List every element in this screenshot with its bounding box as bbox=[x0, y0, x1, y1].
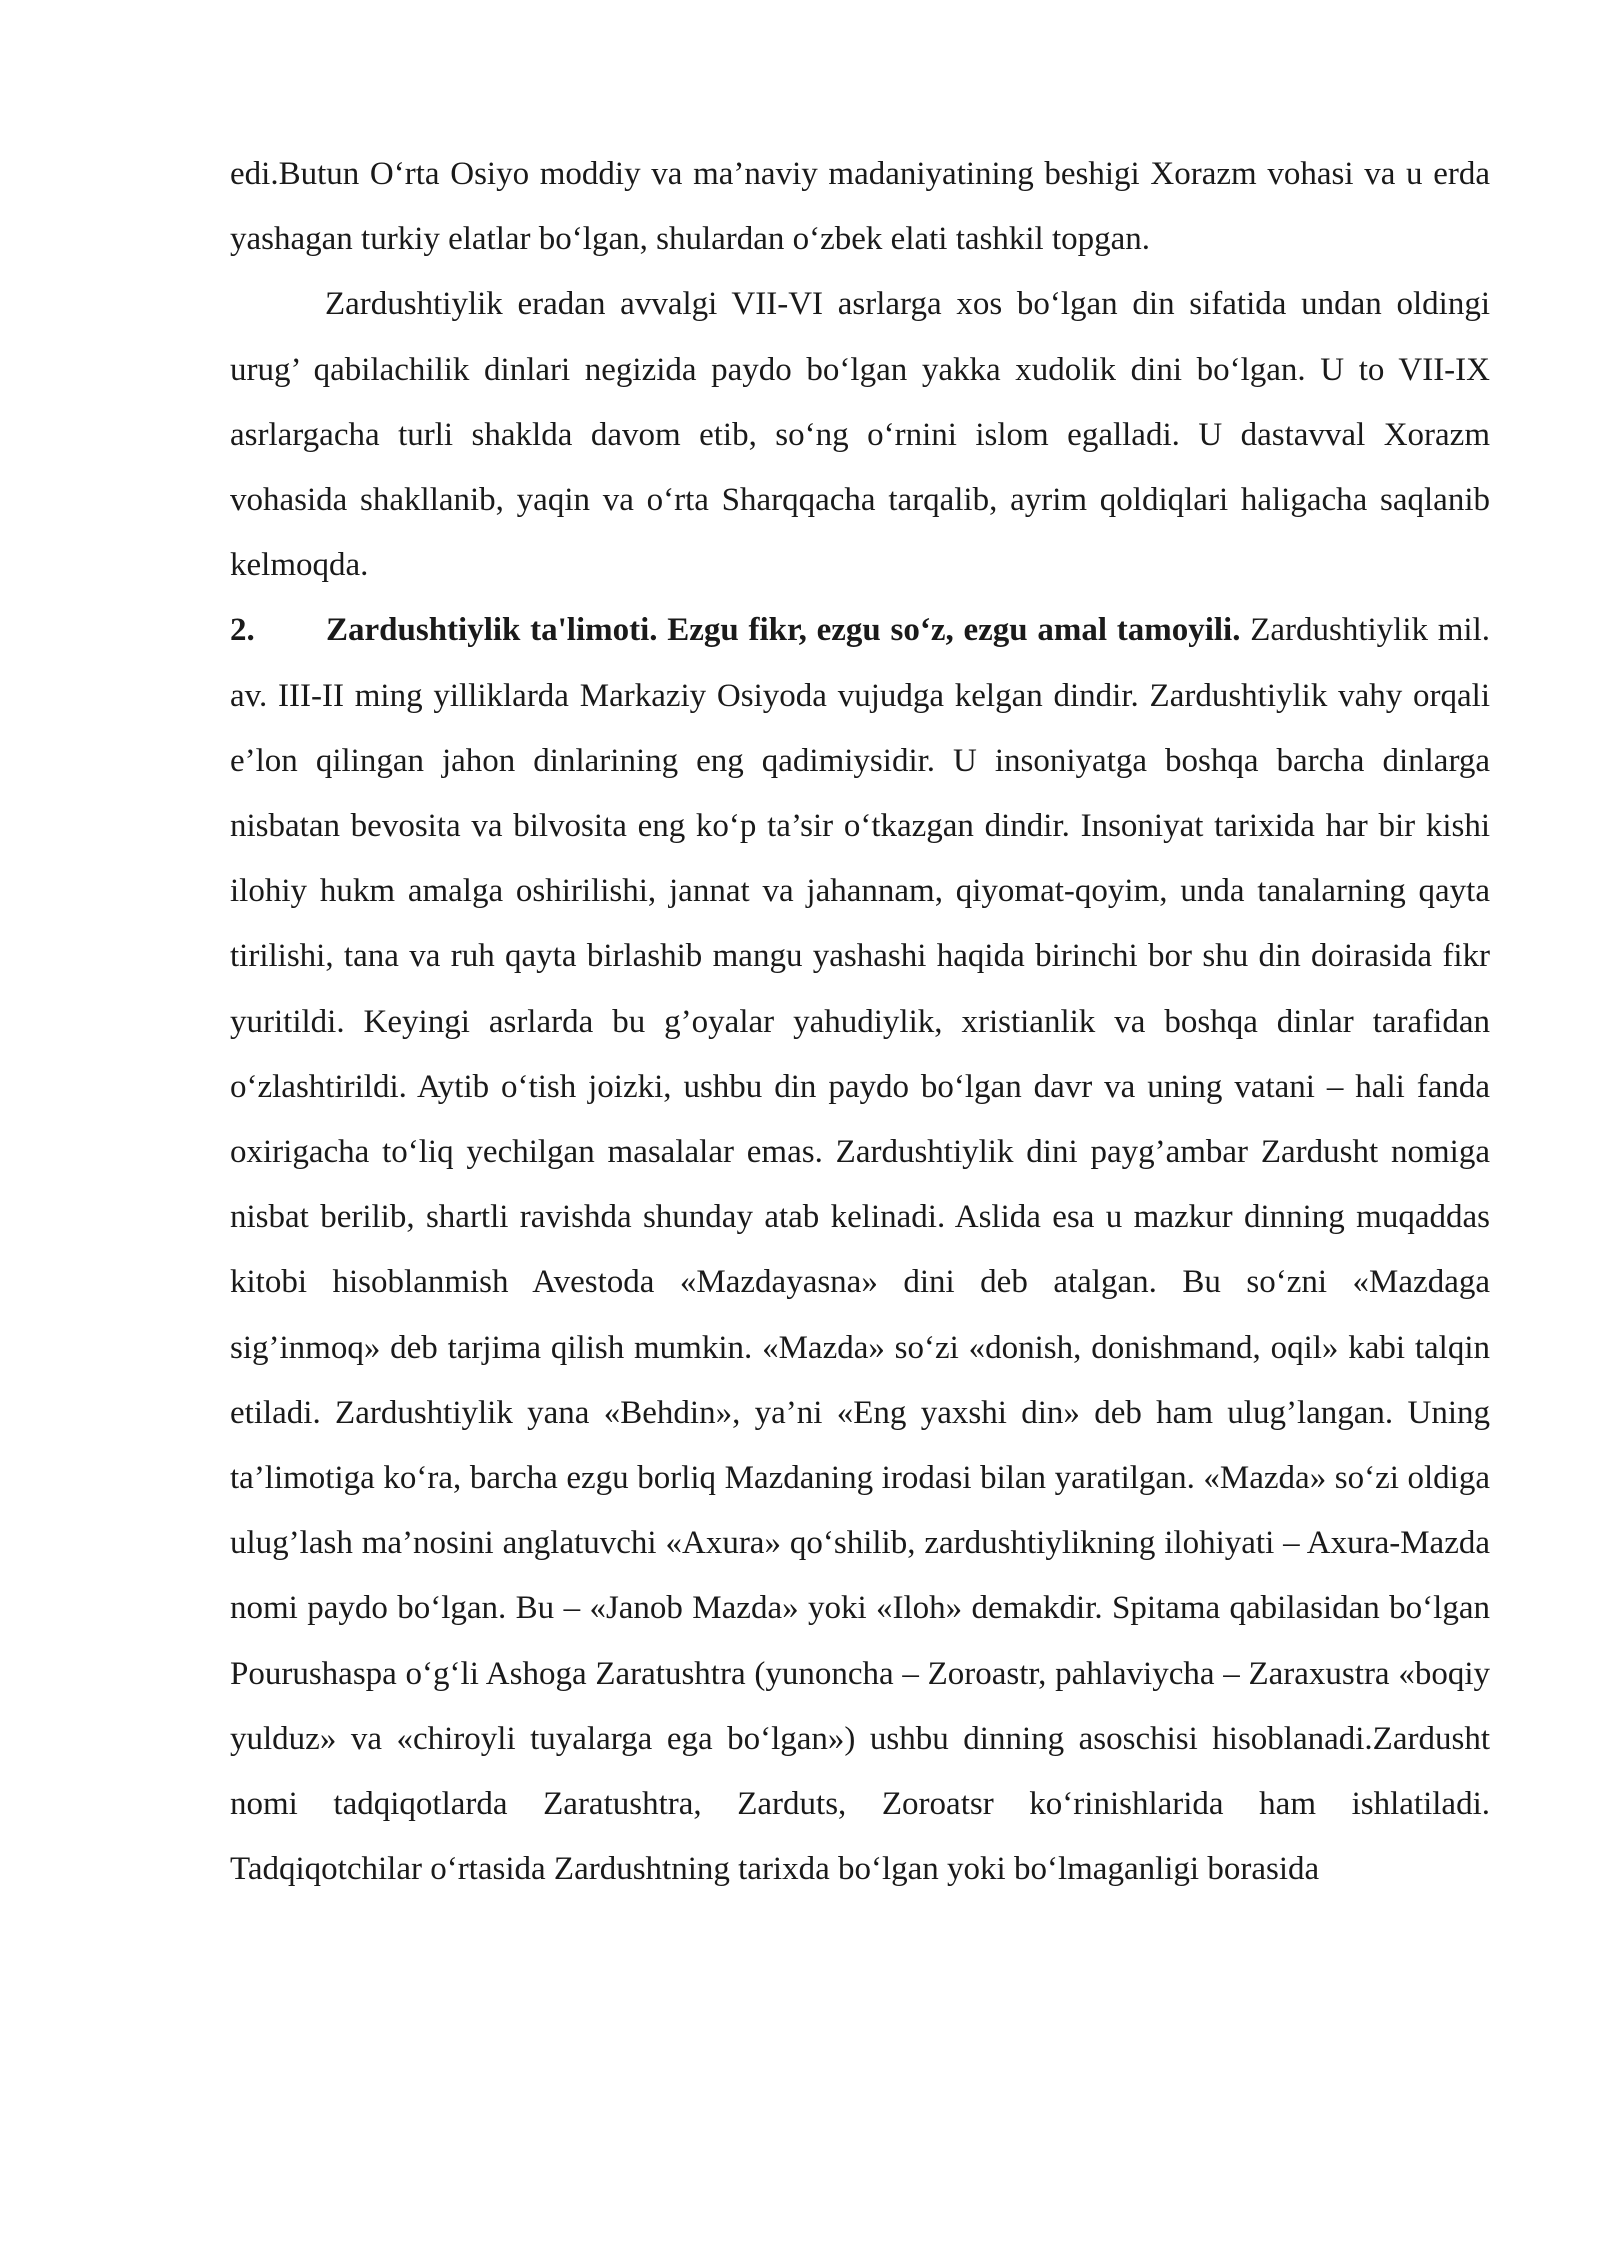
section-2-paragraph bbox=[230, 598, 1490, 1902]
document-body bbox=[230, 142, 1490, 1902]
paragraph-continuation: edi.Butun O‘rta Osiyo moddiy va ma’naviy madaniyatining beshigi Xorazm vohasi va u erda yashagan turkiy elatlar bo‘lgan, shulardan o‘zbek elati tashkil topgan. bbox=[230, 156, 1490, 258]
section-title: Zardushtiylik ta'limoti. Ezgu fikr, ezgu so‘z, ezgu amal tamoyili. bbox=[326, 612, 1241, 649]
paragraph-zoroastrianism-origins: Zardushtiylik eradan avvalgi VII-VI asrlarga xos bo‘lgan din sifatida undan oldingi urug’ qabilachilik dinlari negizida paydo bo‘lgan yakka xudolik dini bo‘lgan. U to VII-IX asrlargacha turli shaklda davom etib, so‘ng o‘rnini islom egalladi. U dastavval Xorazm vohasida shakllanib, yaqin va o‘rta Sharqqacha tarqalib, ayrim qoldiqlari haligacha saqlanib kelmoqda. bbox=[230, 286, 1490, 584]
section-body: Zardushtiylik mil. av. III-II ming yilliklarda Markaziy Osiyoda vujudga kelgan dindir. Zardushtiylik vahy orqali e’lon qilingan jahon dinlarining eng qadimiysidir. U insoniyatga boshqa barcha dinlarga nisbatan bevosita va bilvosita eng ko‘p ta’sir o‘tkazgan dindir. Insoniyat tarixida har bir kishi ilohiy hukm amalga oshirilishi, jannat va jahannam, qiyomat-qoyim, unda tanalarning qayta tirilishi, tana va ruh qayta birlashib mangu yashashi haqida birinchi bor shu din doirasida fikr yuritildi. Keyingi asrlarda bu g’oyalar yahudiylik, xristianlik va boshqa dinlar tarafidan o‘zlashtirildi. Aytib o‘tish joizki, ushbu din paydo bo‘lgan davr va uning vatani – hali fanda oxirigacha to‘liq yechilgan masalalar emas. Zardushtiylik dini payg’ambar Zardusht nomiga nisbat berilib, shartli ravishda shunday atab kelinadi. Aslida esa u mazkur dinning muqaddas kitobi hisoblanmish Avestoda «Mazdayasna» dini deb atalgan. Bu so‘zni «Mazdaga sig’inmoq» deb tarjima qilish mumkin. «Mazda» so‘zi «donish, donishmand, oqil» kabi talqin etiladi. Zardushtiylik yana «Behdin», ya’ni «Eng yaxshi din» deb ham ulug’langan. Uning ta’limotiga ko‘ra, barcha ezgu borliq Mazdaning irodasi bilan yaratilgan. «Mazda» so‘zi oldiga ulug’lash ma’nosini anglatuvchi «Axura» qo‘shilib, zardushtiylikning ilohiyati – Axura-Mazda nomi paydo bo‘lgan. Bu – «Janob Mazda» yoki «Iloh» demakdir. Spitama qabilasidan bo‘lgan Pourushaspa o‘g‘li Ashoga Zaratushtra (yunoncha – Zoroastr, pahlaviycha – Zaraxustra «boqiy yulduz» va «chiroyli tuyalarga ega bo‘lgan») ushbu dinning asoschisi hisoblanadi.Zardusht nomi tadqiqotlarda Zaratushtra, Zarduts, Zoroatsr ko‘rinishlarida ham ishlatiladi. Tadqiqotchilar o‘rtasida Zardushtning tarixda bo‘lgan yoki bo‘lmaganligi borasida bbox=[230, 612, 1490, 1888]
section-number: 2. bbox=[230, 612, 255, 649]
